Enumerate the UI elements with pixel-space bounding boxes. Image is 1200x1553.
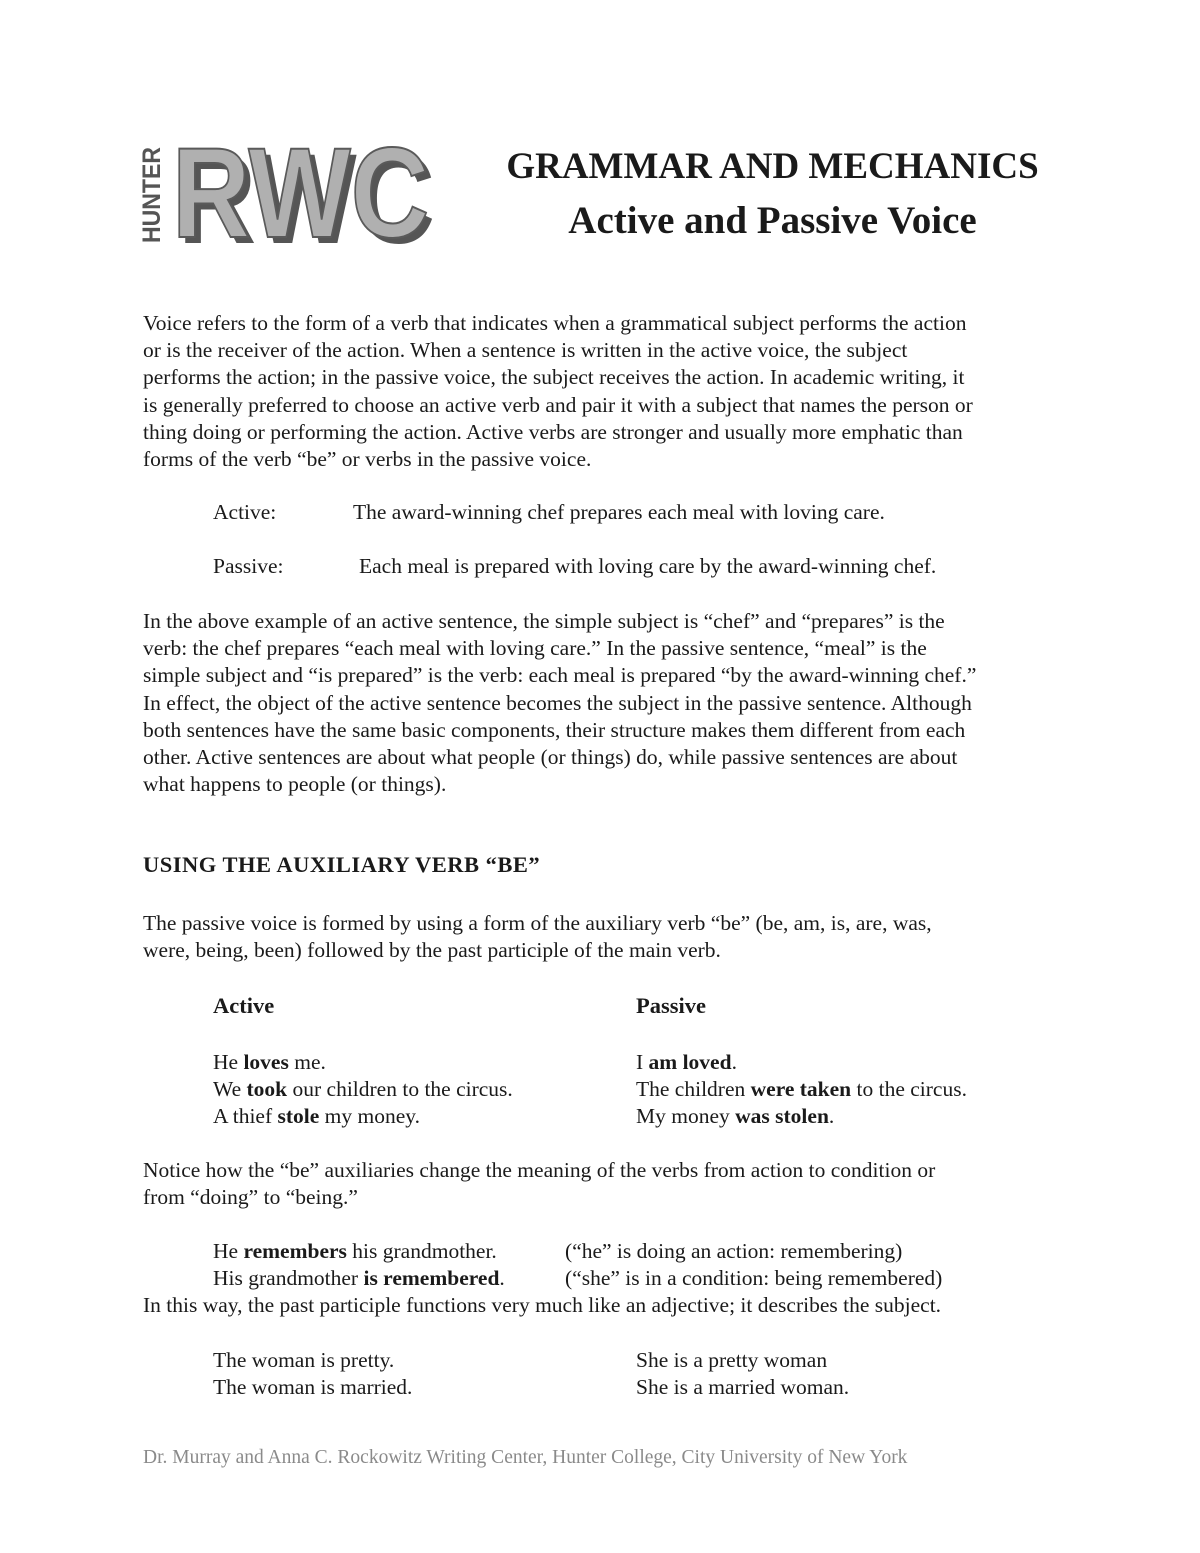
explanation-line: other. Active sentences are about what people (or things) do, while passive sentences are about (143, 745, 958, 770)
explanation-line: both sentences have the same basic components, their structure makes them different from each (143, 717, 966, 742)
explanation-line: what happens to people (or things). (143, 772, 447, 797)
intro-paragraph (143, 310, 1063, 473)
page-title: GRAMMAR AND MECHANICS (506, 146, 1039, 187)
adjective-left: The woman is pretty. (213, 1348, 395, 1372)
text-segment: He (213, 1050, 244, 1074)
remember-row (213, 1265, 505, 1292)
intro-line: Voice refers to the form of a verb that indicates when a grammatical subject performs the action (143, 311, 967, 335)
remember-notes (565, 1238, 942, 1292)
participle-line: In this way, the past participle functions very much like an adjective; it describes the subject. (143, 1293, 942, 1317)
text-segment: I (636, 1050, 649, 1074)
table-row-passive (636, 1049, 967, 1076)
rwc-logo-graphic (140, 143, 435, 245)
remember-note: (“she” is in a condition: being remembered) (565, 1266, 943, 1291)
table-row-passive (636, 1103, 967, 1130)
text-segment: his grandmother. (346, 1239, 497, 1263)
logo-side-text: HUNTER (140, 143, 166, 243)
example-passive-label: Passive: (213, 554, 284, 578)
text-segment: A thief (213, 1104, 278, 1129)
explanation-line: In the above example of an active sentence, the simple subject is “chef” and “prepares” is the (143, 609, 945, 633)
text-segment: . (499, 1266, 505, 1291)
adjective-right-column (636, 1347, 849, 1401)
verb-bold: loves (243, 1050, 289, 1074)
verb-bold: was stolen (735, 1104, 829, 1129)
remember-row (213, 1238, 505, 1265)
text-segment: We (213, 1077, 247, 1102)
verb-bold: stole (277, 1104, 320, 1129)
text-segment: . (828, 1104, 835, 1129)
explanation-line: In effect, the object of the active sentence becomes the subject in the passive sentence. Although (143, 690, 972, 715)
intro-line: or is the receiver of the action. When a sentence is written in the active voice, the subject (143, 338, 908, 363)
section-line: The passive voice is formed by using a form of the auxiliary verb “be” (be, am, is, are, was, (143, 911, 932, 935)
explanation-line: verb: the chef prepares “each meal with loving care.” In the passive sentence, “meal” is the (143, 636, 927, 661)
page-subtitle: Active and Passive Voice (568, 199, 977, 242)
adjective-right: She is a pretty woman (636, 1348, 828, 1372)
table-row-passive (636, 1076, 967, 1103)
adjective-right: She is a married woman. (636, 1375, 850, 1400)
table-passive-column (636, 1049, 967, 1131)
logo-main-text: RWC (172, 143, 429, 245)
verb-bold: remembers (243, 1239, 347, 1263)
text-segment: my money. (319, 1104, 421, 1129)
example-active-sentence: The award-winning chef prepares each meal with loving care. (353, 500, 885, 524)
table-active-header: Active (213, 993, 275, 1018)
example-passive-sentence: Each meal is prepared with loving care by the award-winning chef. (359, 554, 937, 578)
notice-line: Notice how the “be” auxiliaries change the meaning of the verbs from action to condition or (143, 1158, 936, 1182)
example-active-label: Active: (213, 500, 277, 524)
verb-bold: am loved (648, 1050, 732, 1074)
table-active-column (213, 1049, 513, 1131)
intro-line: performs the action; in the passive voice, the subject receives the action. In academic writing, it (143, 365, 965, 390)
intro-line: thing doing or performing the action. Active verbs are stronger and usually more emphatic than (143, 419, 963, 444)
text-segment: My money (636, 1104, 736, 1129)
table-row-active (213, 1049, 513, 1076)
logo-main-shadow: RWC (178, 143, 435, 245)
adjective-left-column (213, 1347, 412, 1401)
text-segment: me. (288, 1050, 326, 1074)
text-segment: He (213, 1239, 244, 1263)
section-paragraph (143, 910, 1063, 964)
verb-bold: is remembered (363, 1266, 500, 1291)
text-segment: His grandmother (213, 1266, 364, 1291)
text-segment: to the circus. (851, 1077, 967, 1102)
explanation-paragraph (143, 608, 1063, 798)
text-segment: The children (636, 1077, 751, 1102)
remember-note: (“he” is doing an action: remembering) (565, 1239, 903, 1263)
table-row-active (213, 1103, 513, 1130)
verb-bold: were taken (750, 1077, 852, 1102)
remember-sentences (213, 1238, 505, 1292)
table-row-active (213, 1076, 513, 1103)
adjective-left: The woman is married. (213, 1375, 413, 1400)
page-footer: Dr. Murray and Anna C. Rockowitz Writing Center, Hunter College, City University of New York (143, 1447, 908, 1468)
section-line: were, being, been) followed by the past participle of the main verb. (143, 938, 721, 963)
notice-paragraph (143, 1157, 1063, 1211)
text-segment: our children to the circus. (287, 1077, 513, 1102)
verb-bold: took (246, 1077, 288, 1102)
intro-line: is generally preferred to choose an active verb and pair it with a subject that names the person or (143, 392, 973, 417)
intro-line: forms of the verb “be” or verbs in the passive voice. (143, 447, 592, 472)
explanation-line: simple subject and “is prepared” is the verb: each meal is prepared “by the award-winning chef.” (143, 663, 977, 688)
text-segment: . (731, 1050, 737, 1074)
notice-line: from “doing” to “being.” (143, 1185, 358, 1210)
table-passive-header: Passive (636, 993, 706, 1018)
section-heading: USING THE AUXILIARY VERB “BE” (143, 852, 541, 877)
rwc-logo (140, 143, 435, 245)
